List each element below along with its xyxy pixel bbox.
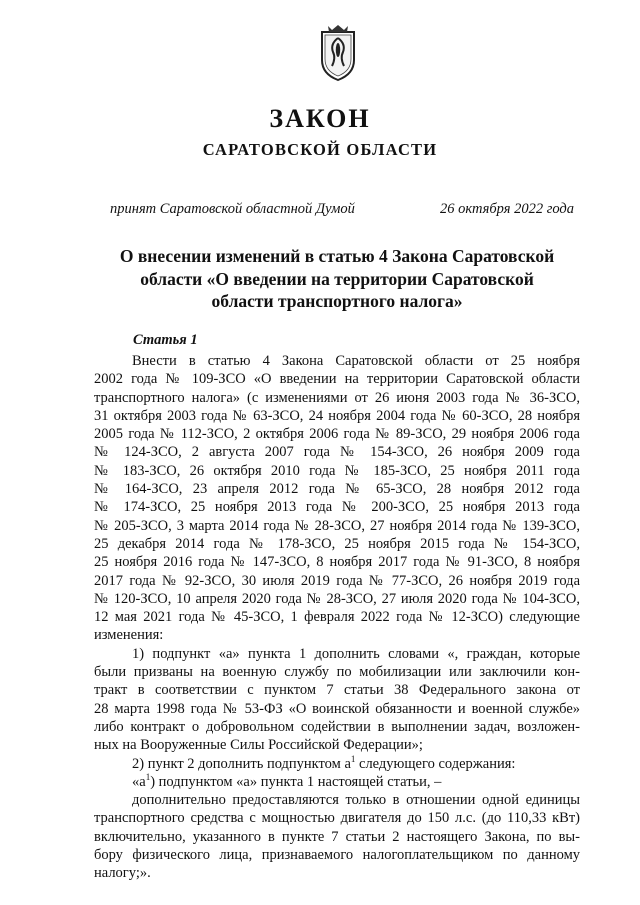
text-line: 12 мая 2021 года № 45-ЗСО, 1 февраля 2022 года № 12-ЗСО) следующие xyxy=(94,609,580,626)
text-line: 1) подпункт «а» пункта 1 дополнить словами «, граждан, которые xyxy=(132,645,580,662)
text-line: тракт в соответствии с пунктом 7 статьи 38 Федерального закона от xyxy=(94,682,580,699)
text-line: либо контракт о добровольном содействии в выполнении задач, возложен- xyxy=(94,718,580,735)
text-line: ных на Вооруженные Силы Российской Федерации»; xyxy=(94,737,423,754)
text-line: 28 марта 1998 года № 53-ФЗ «О воинской обязанности и военной службе» xyxy=(94,700,580,717)
text-line: транспортного налога» (с изменениями от 26 июня 2003 года № 36-ЗСО, xyxy=(94,389,580,406)
text-line: № 124-ЗСО, 2 августа 2007 года № 154-ЗСО, 26 ноября 2009 года xyxy=(94,444,580,461)
text-line: № 164-ЗСО, 23 апреля 2012 года № 65-ЗСО, 28 ноября 2012 года xyxy=(94,481,580,498)
text-line: дополнительно предоставляются только в отношении одной единицы xyxy=(132,792,580,809)
adoption-date: 26 октября 2022 года xyxy=(440,201,574,217)
item-2-quote-line xyxy=(94,773,580,791)
text-line: включительно, указанного в пункте 7 статьи 2 настоящего Закона, по вы- xyxy=(94,828,580,845)
text-line: 31 октября 2003 года № 63-ЗСО, 24 ноября 2004 года № 60-ЗСО, 28 ноября xyxy=(94,407,580,424)
law-title: ЗАКОН xyxy=(269,104,371,133)
region-title: САРАТОВСКОЙ ОБЛАСТИ xyxy=(202,140,438,159)
adoption-note: принят Саратовской областной Думой xyxy=(110,201,355,217)
saratov-coat-of-arms-icon xyxy=(316,22,360,84)
item-2-line xyxy=(94,755,580,773)
quote-post: ) подпунктом «а» пункта 1 настоящей статьи, – xyxy=(150,773,442,790)
quote-pre: «а xyxy=(132,773,146,790)
text-line: № 205-ЗСО, 3 марта 2014 года № 28-ЗСО, 27 ноября 2014 года № 139-ЗСО, xyxy=(94,517,580,534)
item-2-sup: 1 xyxy=(350,753,356,764)
text-line: изменения: xyxy=(94,627,164,644)
text-line: бору физического лица, признаваемого налогоплательщиком по данному xyxy=(94,847,580,864)
law-heading xyxy=(94,245,580,313)
item-2-text: 2) пункт 2 дополнить подпунктом а xyxy=(132,755,351,772)
heading-line: области транспортного налога» xyxy=(211,291,463,311)
text-line: 2002 года № 109-ЗСО «О введении на территории Саратовской области xyxy=(94,371,580,388)
item-2-tail: следующего содержания: xyxy=(355,755,516,772)
quote-sup: 1 xyxy=(145,772,151,782)
text-line: транспортного средства с мощностью двигателя до 150 л.с. (до 110,33 кВт) xyxy=(94,810,580,827)
text-line: № 183-ЗСО, 26 октября 2010 года № 185-ЗСО, 25 ноября 2011 года xyxy=(94,462,580,479)
text-line: налогу;». xyxy=(94,865,151,882)
article-label: Статья 1 xyxy=(133,332,198,348)
text-line: были призваны на военную службу по мобилизации или заключили кон- xyxy=(94,664,580,681)
text-line: № 174-ЗСО, 25 ноября 2013 года № 200-ЗСО, 25 ноября 2013 года xyxy=(94,499,580,516)
heading-line: области «О введении на территории Саратовской xyxy=(140,268,534,289)
text-line: № 120-ЗСО, 10 апреля 2020 года № 28-ЗСО, 27 июля 2020 года № 104-ЗСО, xyxy=(94,590,580,607)
heading-line: О внесении изменений в статью 4 Закона Саратовской xyxy=(119,246,555,266)
text-line: 25 декабря 2014 года № 178-ЗСО, 25 ноября 2015 года № 154-ЗСО, xyxy=(94,535,580,552)
article-body xyxy=(94,352,580,883)
text-line: Внести в статью 4 Закона Саратовской области от 25 ноября xyxy=(132,353,580,369)
text-line: 25 ноября 2016 года № 147-ЗСО, 8 ноября 2017 года № 91-ЗСО, 8 ноября xyxy=(94,554,580,571)
text-line: 2017 года № 92-ЗСО, 30 июля 2019 года № 77-ЗСО, 26 ноября 2019 года xyxy=(94,572,580,589)
text-line: 2005 года № 112-ЗСО, 2 октября 2006 года № 89-ЗСО, 29 ноября 2006 года xyxy=(94,426,580,443)
